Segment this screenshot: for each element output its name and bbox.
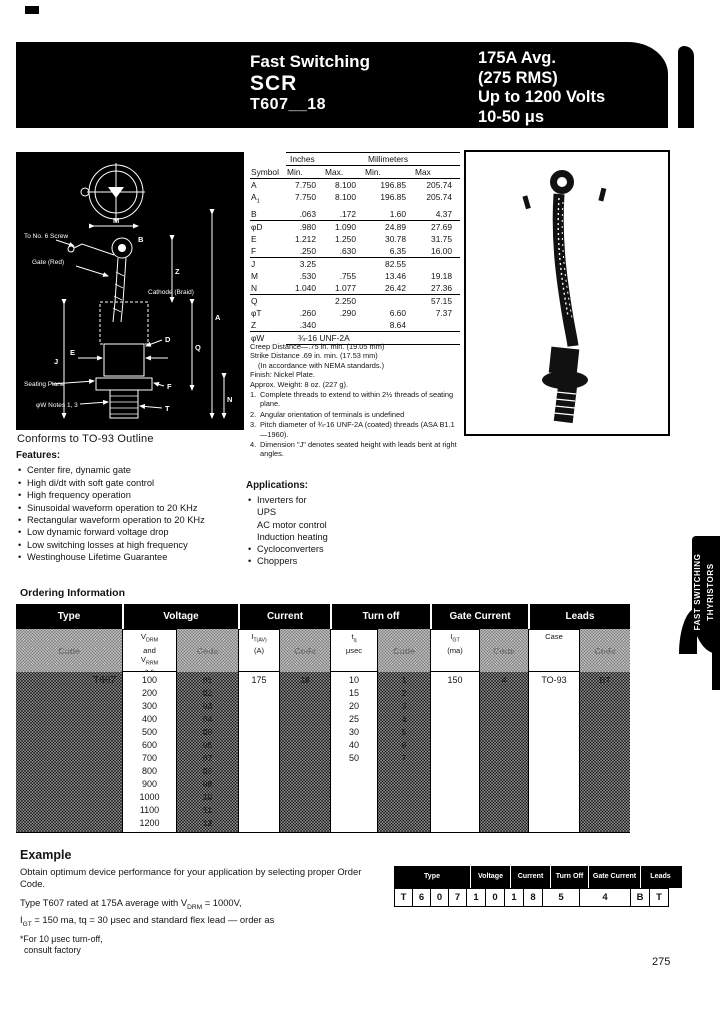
dim-value: 7.750 <box>295 192 316 202</box>
dim-symbol: Z <box>250 319 286 332</box>
dim-symbol: φT <box>251 307 262 318</box>
applications-title: Applications: <box>246 480 309 491</box>
rating-summary <box>478 49 605 127</box>
turnoff-code-header: Code <box>378 629 430 672</box>
note-strike: Strike Distance .69 in. min. (17.53 mm) <box>250 351 378 361</box>
ex-header-gate: Gate Current <box>588 866 640 888</box>
ordering-subheader-row <box>16 629 630 672</box>
voltage-codes: 01 02 03 04 05 06 07 08 09 10 11 12 <box>177 672 238 832</box>
dim-subcol: Min. <box>364 166 414 179</box>
case-value: TO-93 <box>528 672 580 832</box>
dim-value: .260 <box>299 307 316 318</box>
current-code: 18 <box>280 672 330 832</box>
dim-value: 31.75 <box>431 233 452 244</box>
gate-value: 150 <box>430 672 480 832</box>
dim-value: 205.74 <box>426 180 452 190</box>
applications-section <box>246 480 396 567</box>
dim-value: 27.69 <box>431 221 452 232</box>
dim-group-mm: Millimeters <box>364 152 460 166</box>
col-header-gate-current: Gate Current <box>430 604 528 629</box>
example-paragraph: Obtain optimum device performance for your application by selecting proper Order Code. <box>20 866 362 889</box>
code-cell: 7 <box>448 888 467 907</box>
dim-letter-n: N <box>227 395 233 404</box>
code-cell: 5 <box>542 888 580 907</box>
note-finish: Finish: Nickel Plate. <box>250 370 315 380</box>
dim-value <box>324 319 364 332</box>
label-gate: Gate (Red) <box>32 259 65 266</box>
ordering-table <box>16 604 630 833</box>
label-screw: To No. 6 Screw <box>24 233 69 240</box>
ex-header-leads: Leads <box>640 866 680 888</box>
feature-item: • Center fire, dynamic gate <box>16 464 248 476</box>
ordering-title: Ordering Information <box>20 587 125 599</box>
registration-mark <box>25 6 39 14</box>
dim-subcol: Min. <box>286 166 324 179</box>
dim-value: 6.35 <box>364 245 414 258</box>
feature-item: • Rectangular waveform operation to 20 KHz <box>16 514 248 526</box>
numbered-note: 1. Complete threads to extend to within 2½ threads of seating plane. <box>250 390 454 409</box>
type-code-header: Code <box>16 629 122 672</box>
dim-value: 3.25 <box>299 258 316 269</box>
page-number: 275 <box>652 956 671 968</box>
dimensions-table <box>250 152 460 345</box>
part-number: T607__18 <box>250 96 327 113</box>
dim-value: 1.212 <box>295 233 316 244</box>
dim-value: 7.750 <box>295 180 316 190</box>
application-subitem: UPS <box>257 507 277 518</box>
section-tab-label <box>691 530 719 654</box>
header-banner <box>16 42 668 128</box>
dim-value: 4.37 <box>414 208 460 221</box>
example-code-row <box>394 888 682 907</box>
dim-value: 8.100 <box>335 180 356 190</box>
label-seating-plane: Seating Plane <box>24 381 65 388</box>
tab-line1: FAST SWITCHING <box>693 553 702 631</box>
dim-symbol: F <box>250 245 286 258</box>
dim-value: 2.250 <box>335 295 356 306</box>
dim-value: 7.37 <box>435 307 452 318</box>
dim-value: 13.46 <box>385 270 406 281</box>
dim-letter-e: E <box>70 348 76 357</box>
dim-value: .530 <box>299 270 316 281</box>
banner-edge-bar <box>678 46 694 128</box>
dim-letter-j: J <box>54 357 59 366</box>
features-title: Features: <box>16 450 61 461</box>
feature-item: • Low dynamic forward voltage drop <box>16 526 248 538</box>
current-value: 175 <box>238 672 280 832</box>
outline-notes <box>250 342 462 459</box>
code-cell: T <box>649 888 669 907</box>
gate-subheader: $I_{GT}$ (ma) <box>430 629 480 672</box>
col-header-turnoff: Turn off <box>330 604 430 629</box>
dim-subcol: Max. <box>324 166 364 179</box>
dim-letter-b: B <box>138 235 144 244</box>
rating-rms: (275 RMS) <box>478 68 558 87</box>
footnote-line2: consult factory <box>24 944 81 955</box>
dim-value: 8.100 <box>335 192 356 202</box>
label-thread-note: φW Notes 1, 3 <box>36 402 78 409</box>
tab-strip <box>712 650 720 690</box>
dim-col-symbol: Symbol <box>250 166 286 179</box>
dim-value: 19.18 <box>431 270 452 281</box>
dim-subcol: Max <box>414 166 460 179</box>
col-header-voltage: Voltage <box>122 604 238 629</box>
dim-value: .172 <box>324 208 364 221</box>
dim-symbol: B <box>250 208 286 221</box>
code-cell: 8 <box>523 888 543 907</box>
feature-item: • Westinghouse Lifetime Guarantee <box>16 551 248 563</box>
dim-group-inches: Inches <box>286 152 364 166</box>
features-section <box>16 450 248 564</box>
dim-value: 24.89 <box>385 221 406 232</box>
dim-symbol: J <box>251 258 256 269</box>
application-subitem: Induction heating <box>257 531 328 542</box>
code-cell: 1 <box>504 888 524 907</box>
code-cell: B <box>630 888 650 907</box>
voltage-code-header: Code <box>177 629 238 672</box>
ex-header-current: Current <box>510 866 550 888</box>
dim-symbol: M <box>251 270 258 281</box>
note-nema: (In accordance with NEMA standards.) <box>258 360 385 370</box>
col-header-current: Current <box>238 604 330 629</box>
example-order-code-table <box>394 866 682 907</box>
label-braid: Cathode (Braid) <box>148 289 194 296</box>
example-title: Example <box>20 848 72 862</box>
application-item: • Inverters for <box>246 494 396 506</box>
dim-letter-f: F <box>167 382 172 391</box>
dim-symbol-thread: φW <box>251 332 265 343</box>
dim-value: 196.85 <box>380 192 406 202</box>
numbered-note: 2. Angular orientation of terminals is undefined <box>250 409 405 419</box>
dim-letter-q: Q <box>195 343 201 352</box>
gate-code: 4 <box>480 672 528 832</box>
leads-code-header: Code <box>580 629 630 672</box>
dim-value: 1.250 <box>335 233 356 244</box>
feature-item: • Sinusoidal waveform operation to 20 KHz <box>16 502 248 514</box>
dim-value: 57.15 <box>431 295 452 306</box>
dim-symbol: N <box>250 282 286 295</box>
dim-letter-t: T <box>165 404 170 413</box>
dim-value: .340 <box>286 319 324 332</box>
application-subitem: AC motor control <box>257 519 327 530</box>
dim-value: .290 <box>339 307 356 318</box>
current-subheader: $I_{T(AV)}$ (A) <box>238 629 280 672</box>
code-cell: T <box>394 888 413 907</box>
outline-drawing <box>16 152 244 430</box>
dim-value: 30.78 <box>385 233 406 244</box>
current-code-header: Code <box>280 629 330 672</box>
code-cell: 0 <box>430 888 449 907</box>
dim-value: 26.42 <box>364 282 414 295</box>
dim-letter-z: Z <box>175 267 180 276</box>
thread-spec: ¾-16 UNF-2A <box>286 332 460 345</box>
dim-symbol: E <box>251 233 257 244</box>
dim-value: .250 <box>286 245 324 258</box>
voltage-values: 100 200 300 400 500 600 700 800 900 1000 1100 1200 <box>122 672 177 832</box>
turnoff-footnote <box>20 934 103 955</box>
numbered-note: 3. Pitch diameter of ¾-16 UNF-2A (coated) threads (ASA B1.1 —1960). <box>250 420 455 439</box>
dim-symbol: $A_1$ <box>251 192 260 205</box>
dim-value: .980 <box>299 221 316 232</box>
feature-item: • High di/dt with soft gate control <box>16 477 248 489</box>
product-type: SCR <box>250 72 298 95</box>
ex-header-type: Type <box>423 872 441 881</box>
ex-header-turnoff: Turn Off <box>550 866 588 888</box>
dim-letter-d: D <box>165 335 171 344</box>
leads-code: BT <box>580 672 630 832</box>
application-item: • Cycloconverters <box>246 543 396 555</box>
application-item: • Choppers <box>246 555 396 567</box>
dim-value: .063 <box>286 208 324 221</box>
rating-turnoff: 10-50 μs <box>478 107 545 126</box>
rating-avg: 175A Avg. <box>478 49 556 67</box>
to93-outline-figure <box>16 152 244 430</box>
note-weight: Approx. Weight: 8 oz. (227 g). <box>250 379 349 389</box>
dim-value: 1.077 <box>324 282 364 295</box>
example-order-text: Type T607 rated at 175A average with $V_{DRM} = 1000V$, $I_{GT} = 150$ ma, tq = 30 μsec and standard flex lead — order as <box>20 897 275 929</box>
tab-line2: THYRISTORS <box>706 563 715 621</box>
dim-value: 1.60 <box>364 208 414 221</box>
col-header-type: Type <box>57 611 81 622</box>
code-cell: 4 <box>579 888 631 907</box>
dim-symbol: A <box>251 180 257 190</box>
dim-value <box>414 319 460 332</box>
example-header-row <box>394 866 682 888</box>
case-subheader: Case <box>528 629 580 672</box>
dim-value: .755 <box>339 270 356 281</box>
dim-value <box>286 295 324 307</box>
note-creep: Creep Distance—.75 in. min. (19.05 mm) <box>250 342 385 351</box>
turnoff-codes: 1 2 3 4 5 6 7 <box>378 672 430 832</box>
feature-item: • High frequency operation <box>16 489 248 501</box>
dim-value <box>414 258 460 270</box>
numbered-note: 4. Dimension "J" denotes seated height with leads bent at right angles. <box>250 440 457 459</box>
dim-symbol: φD <box>251 221 263 232</box>
code-cell: 1 <box>466 888 486 907</box>
type-code-cell: T607 <box>16 672 122 832</box>
feature-item: • Low switching losses at high frequency <box>16 539 248 551</box>
col-header-leads: Leads <box>528 604 630 629</box>
ordering-header-row <box>16 604 630 629</box>
dim-value: 82.55 <box>385 258 406 269</box>
dim-value: 205.74 <box>426 192 452 202</box>
footnote-line1: *For 10 μsec turn-off, <box>20 934 103 944</box>
device-photo-figure <box>466 152 668 434</box>
dim-value: 8.64 <box>364 319 414 332</box>
device-photo <box>464 150 670 436</box>
dim-letter-a: A <box>215 313 221 322</box>
dim-value: .630 <box>324 245 364 258</box>
dim-value: 6.60 <box>389 307 406 318</box>
dim-value: 1.090 <box>335 221 356 232</box>
ex-header-voltage: Voltage <box>470 866 510 888</box>
gate-code-header: Code <box>480 629 528 672</box>
dim-symbol: Q <box>251 295 258 306</box>
ordering-body <box>16 672 630 832</box>
outline-caption: Conforms to TO-93 Outline <box>17 433 154 445</box>
dim-value <box>324 258 364 270</box>
turnoff-values: 10 15 20 25 30 40 50 <box>330 672 378 832</box>
code-cell: 6 <box>412 888 431 907</box>
dim-value: 1.040 <box>286 282 324 295</box>
dim-value: 16.00 <box>414 245 460 258</box>
product-category: Fast Switching <box>250 52 370 71</box>
product-title <box>250 52 370 114</box>
dim-value: 27.36 <box>414 282 460 295</box>
dim-value: 196.85 <box>380 180 406 190</box>
code-cell: 0 <box>485 888 505 907</box>
dim-letter-m: M <box>113 216 120 225</box>
voltage-subheader: $V_{DRM}$ and $V_{RRM}$ <box>122 629 177 672</box>
turnoff-subheader: $t_q$ μsec <box>330 629 378 672</box>
dim-value <box>364 295 414 307</box>
rating-volts: Up to 1200 Volts <box>478 88 606 106</box>
